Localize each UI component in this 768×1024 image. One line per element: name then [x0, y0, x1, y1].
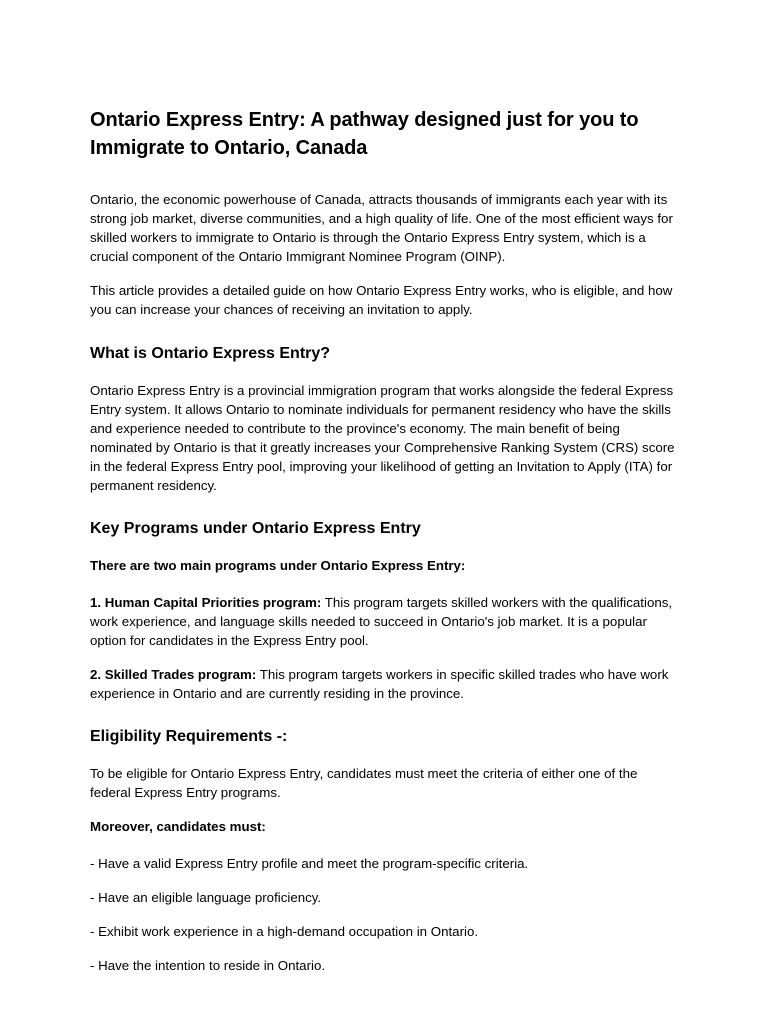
program-1-text: This program targets skilled workers with the qualifications, work experience, and language skills needed to succeed in Ontario's job market. It is a popular option for candidates in the Express Entry pool. — [90, 595, 673, 648]
eligibility-bullet: - Have the intention to reside in Ontario. — [90, 958, 326, 973]
program-2-text: This program targets workers in specific skilled trades who have work experience in Ontario and are currently residing in the province. — [90, 667, 669, 701]
intro-paragraph-1: Ontario, the economic powerhouse of Canada, attracts thousands of immigrants each year with its strong job market, diverse communities, and a high quality of life. One of the most efficient ways for skilled workers to immigrate to Ontario is through the Ontario Express Entry system, which is a crucial component of the Ontario Immigrant Nominee Program (OINP). — [90, 192, 673, 264]
what-is-paragraph: Ontario Express Entry is a provincial immigration program that works alongside the federal Express Entry system. It allows Ontario to nominate individuals for permanent residency who have the skills and experience needed to contribute to the province's economy. The main benefit of being nominated by Ontario is that it greatly increases your Comprehensive Ranking System (CRS) score in the federal Express Entry pool, improving your likelihood of getting an Invitation to Apply (ITA) for permanent residency. — [90, 383, 675, 493]
intro-paragraph-2: This article provides a detailed guide on how Ontario Express Entry works, who is eligible, and how you can increase your chances of receiving an invitation to apply. — [90, 283, 673, 317]
program-2-paragraph — [90, 665, 678, 703]
program-1-title: 1. Human Capital Priorities program: — [90, 595, 322, 610]
program-2-title: 2. Skilled Trades program: — [90, 667, 257, 682]
key-programs-lead: There are two main programs under Ontario Express Entry: — [90, 558, 466, 573]
section-heading-key-programs: Key Programs under Ontario Express Entry — [90, 520, 421, 537]
section-heading-what-is: What is Ontario Express Entry? — [90, 345, 331, 362]
eligibility-lead: Moreover, candidates must: — [90, 819, 266, 834]
eligibility-bullet: - Have a valid Express Entry profile and meet the program-specific criteria. — [90, 856, 529, 871]
eligibility-bullet: - Exhibit work experience in a high-demand occupation in Ontario. — [90, 924, 479, 939]
eligibility-paragraph: To be eligible for Ontario Express Entry, candidates must meet the criteria of either one of the federal Express Entry programs. — [90, 766, 638, 800]
article-title: Ontario Express Entry: A pathway designed just for you to Immigrate to Ontario, Canada — [90, 109, 639, 159]
eligibility-bullet: - Have an eligible language proficiency. — [90, 890, 322, 905]
program-1-paragraph — [90, 593, 678, 650]
section-heading-eligibility: Eligibility Requirements -: — [90, 728, 288, 745]
